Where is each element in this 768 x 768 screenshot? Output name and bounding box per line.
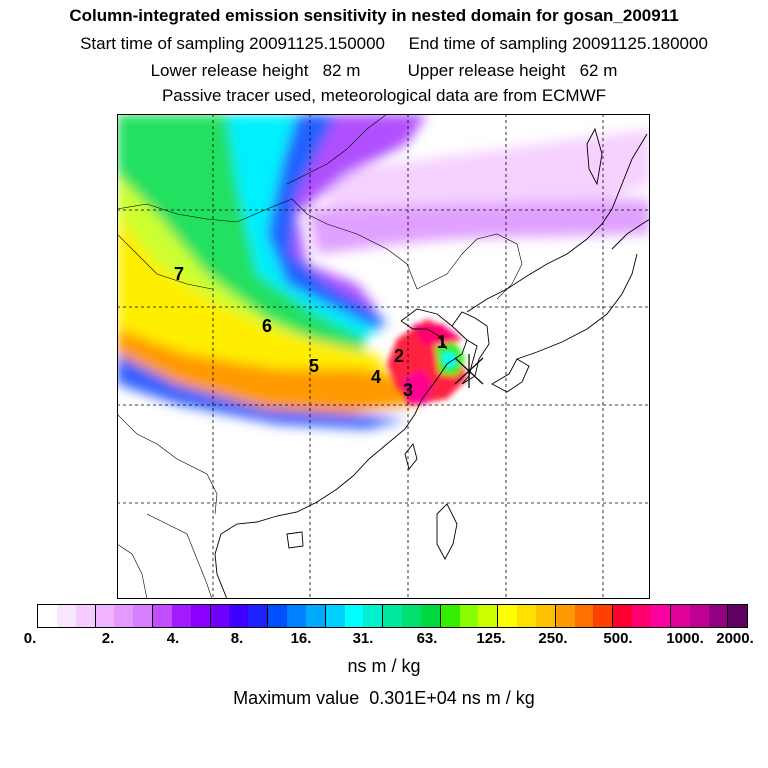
- colorbar-swatch: [114, 605, 133, 627]
- colorbar-swatch: [440, 605, 460, 627]
- cluster-label-4: 4: [371, 367, 382, 387]
- colorbar-tick-label: 0.: [23, 630, 37, 647]
- plot-title: Column-integrated emission sensitivity in nested domain for gosan_200911: [69, 6, 679, 25]
- maximum-value-label: Maximum value 0.301E+04 ns m / kg: [233, 688, 535, 708]
- colorbar-tick-label: 1000.: [666, 630, 704, 647]
- colorbar-swatch: [593, 605, 612, 627]
- colorbar-swatch: [670, 605, 690, 627]
- myanmar-coast: [117, 544, 147, 599]
- map-svg: [117, 114, 650, 599]
- colorbar-swatch: [709, 605, 728, 627]
- release-height-line: Lower release height 82 m Upper release height 62 m: [150, 61, 618, 80]
- colorbar-units: ns m / kg: [347, 656, 421, 676]
- philippines: [437, 504, 457, 559]
- colorbar-tick-label: 16.: [290, 630, 312, 647]
- japan-honshu: [517, 254, 637, 359]
- colorbar-tick-label: 63.: [416, 630, 438, 647]
- emission-sensitivity-map: [117, 114, 650, 599]
- colorbar-swatch: [325, 605, 345, 627]
- colorbar-swatch: [612, 605, 632, 627]
- hainan: [287, 532, 303, 548]
- colorbar-swatch: [267, 605, 287, 627]
- colorbar: [37, 604, 748, 628]
- colorbar-tick-label: 31.: [352, 630, 374, 647]
- cluster-label-5: 5: [309, 356, 320, 376]
- colorbar-tick-label: 2000.: [716, 630, 754, 647]
- cluster-label-2: 2: [394, 346, 405, 366]
- japan-kyushu: [492, 359, 529, 392]
- cluster-label-7: 7: [174, 264, 185, 284]
- cluster-label-1: 1: [437, 332, 448, 352]
- taiwan: [405, 444, 417, 469]
- colorbar-swatch: [95, 605, 115, 627]
- colorbar-tick-label: 125.: [476, 630, 506, 647]
- colorbar-swatch: [517, 605, 536, 627]
- indochina-border: [147, 514, 212, 599]
- colorbar-tick-label: 500.: [603, 630, 633, 647]
- colorbar-swatch: [460, 605, 479, 627]
- colorbar-swatch: [191, 605, 210, 627]
- colorbar-swatch: [651, 605, 670, 627]
- colorbar-swatch: [497, 605, 517, 627]
- colorbar-swatch: [421, 605, 440, 627]
- colorbar-swatch: [727, 605, 747, 627]
- colorbar-swatch: [248, 605, 267, 627]
- colorbar-swatch: [345, 605, 364, 627]
- colorbar-swatch: [382, 605, 402, 627]
- colorbar-swatch: [555, 605, 575, 627]
- colorbar-swatch: [402, 605, 421, 627]
- tracer-info-line: Passive tracer used, meteorological data are from ECMWF: [161, 86, 607, 105]
- colorbar-swatch: [363, 605, 382, 627]
- colorbar-swatch: [38, 605, 57, 627]
- colorbar-swatch: [478, 605, 497, 627]
- colorbar-swatch: [306, 605, 325, 627]
- sampling-time-line: Start time of sampling 20091125.150000 End time of sampling 20091125.180000: [80, 34, 708, 53]
- colorbar-swatch: [152, 605, 172, 627]
- plume-field: [117, 114, 650, 429]
- colorbar-swatch: [57, 605, 76, 627]
- colorbar-swatch: [133, 605, 152, 627]
- colorbar-tick-label: 250.: [538, 630, 568, 647]
- southwest-border: [117, 414, 217, 514]
- colorbar-tick-label: 8.: [230, 630, 244, 647]
- colorbar-tick-label: 2.: [101, 630, 115, 647]
- colorbar-swatch: [575, 605, 594, 627]
- colorbar-swatch: [536, 605, 555, 627]
- colorbar-swatch: [632, 605, 651, 627]
- colorbar-swatch: [210, 605, 230, 627]
- colorbar-swatch: [172, 605, 191, 627]
- colorbar-swatch: [690, 605, 709, 627]
- cluster-label-6: 6: [262, 316, 273, 336]
- colorbar-swatch: [76, 605, 95, 627]
- colorbar-swatch: [229, 605, 248, 627]
- colorbar-ticks: [0, 630, 768, 652]
- colorbar-tick-label: 4.: [166, 630, 180, 647]
- colorbar-swatch: [287, 605, 306, 627]
- cluster-label-3: 3: [403, 380, 414, 400]
